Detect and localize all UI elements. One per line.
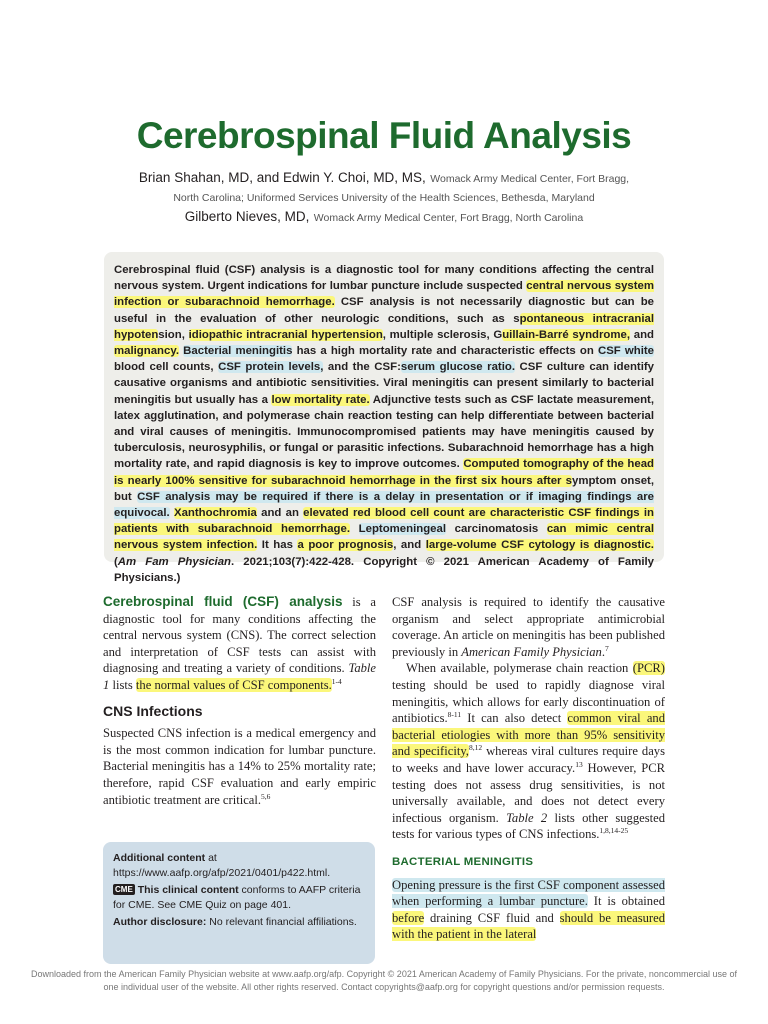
abstract-text: sion, (158, 328, 189, 341)
abstract-text: , multiple sclerosis, G (382, 328, 503, 341)
body-text: CSF analysis is required to identify the causative organism and select appropriate antimicrobial coverage. An article on meningitis has been published previously in (392, 595, 665, 659)
body-text: draining CSF fluid and (424, 910, 560, 925)
body-highlight: common viral and bacterial etiologies with more than 95% sensitivity and specificity, (392, 711, 666, 759)
left-column (103, 594, 376, 808)
body-paragraph (392, 877, 665, 943)
abstract-highlight-blue: CSF protein levels, (218, 361, 324, 374)
citation-sup: 1,8,14-25 (599, 826, 629, 836)
body-text: . (601, 644, 606, 659)
body-text: However, PCR testing does not assess drug sensitivities, is not universally available, and does not detect every infectious organism. (392, 760, 665, 825)
intro-paragraph (103, 594, 376, 694)
abstract-text: Adjunctive tests such as CSF lactate measurement, latex agglutination, and polymerase chain reaction testing can help differentiate between bacterial and viral causes of meningitis. Immunocompromised patients may have meningitis caused by tuberculosis, neurosyphilis, or fungal or parasitic infections. Subarachnoid hemorrhage has a high mortality rate, and rapid diagnosis is key to improve outcomes. (114, 393, 654, 471)
abstract-text: CSF culture can identify causative organisms and antibiotic sensitivities. Viral meningitis can present similarly to bacterial meningitis but usually has a (114, 361, 655, 406)
author-names: Brian Shahan, MD, and Edwin Y. Choi, MD, MS, (138, 170, 426, 185)
abstract-box (104, 252, 664, 584)
body-text: whereas viral cultures require days to weeks and have lower accuracy. (392, 744, 665, 775)
abstract-text: Cerebrospinal fluid (CSF) analysis is a diagnostic tool for many conditions affecting the central nervous system. Urgent indications for lumbar puncture include suspected (114, 264, 654, 293)
abstract-text: blood cell counts, (114, 361, 219, 374)
citation-sup: 8,12 (468, 743, 483, 753)
author-names: Gilberto Nieves, MD, (184, 209, 310, 224)
section-heading-cns: CNS Infections (103, 702, 203, 719)
citation-sup: 7 (605, 643, 609, 653)
copyright-footer: Downloaded from the American Family Physician website at www.aafp.org/afp. Copyright © 2021 American Academy of Family Physicians. For the private, noncommercial use of one individual user of the website. All other rights reserved. Contact copyrights@aafp.org for copyright questions and/or permission requests. (31, 969, 737, 992)
abstract-text: ( (114, 555, 118, 568)
abstract-highlight-blue: Leptomeningeal (358, 523, 446, 536)
abstract-highlight: large-volume CSF cytology is diagnostic. (425, 539, 654, 552)
abstract-text (350, 523, 359, 535)
abstract-text: has a high mortality rate and characteristic effects on (292, 345, 598, 358)
abstract-text: It has (257, 539, 298, 552)
body-text: It is obtained (587, 894, 665, 909)
abstract-text: carcinomatosis (446, 523, 547, 536)
abstract-text: CSF analysis is not necessarily diagnostic but can be useful in the evaluation of other neurologic conditions, such as s (114, 296, 654, 325)
abstract-text: and an (256, 507, 304, 520)
body-text: is a diagnostic tool for many conditions affecting the central nervous system (CNS). The correct selection and interpretation of CSF tests can assist with diagnosing and treating a variety of conditions. (103, 595, 376, 676)
body-highlight: (PCR) (632, 661, 665, 676)
abstract-text: and the CSF: (323, 361, 401, 374)
cme-icon: CME (115, 885, 133, 895)
citation-sup: 13 (575, 759, 583, 769)
disclosure-note (113, 915, 365, 930)
citation-sup: 1-4 (331, 676, 342, 686)
body-text: lists other suggested tests for various types of CNS infections. (392, 810, 665, 842)
abstract-text: ymptom onset, but (114, 474, 655, 503)
abstract-highlight: central nervous system infection or subarachnoid hemorrhage. (114, 280, 654, 309)
body-paragraph (103, 725, 376, 808)
body-highlight: the normal values of CSF components. (135, 677, 332, 692)
abstract-highlight-blue: Bacterial meningitis (183, 345, 293, 358)
body-highlight-blue: Opening pressure is the first CSF component assessed when performing a lumbar puncture. (392, 877, 665, 909)
abstract-highlight: malignancy. (114, 345, 179, 358)
abstract-citation: . 2021;103(7):422-428. Copyright © 2021 American Academy of Family Physicians.) (114, 555, 654, 584)
additional-content-note (113, 851, 365, 880)
abstract-highlight: Computed tomography of the head is nearly 100% sensitive for subarachnoid hemorrhage in the first six hours after s (114, 458, 654, 487)
table-reference[interactable]: Table 2 (506, 810, 548, 825)
author-line-2: North Carolina; Uniformed Services University of the Health Sciences, Bethesda, Maryland (173, 192, 595, 204)
body-paragraph (392, 660, 665, 843)
lead-in: Cerebrospinal fluid (CSF) analysis (103, 594, 343, 609)
subsection-heading-bacterial-meningitis: BACTERIAL MENINGITIS (392, 855, 534, 868)
note-label: This clinical content (137, 884, 239, 897)
body-highlight: should be measured with the patient in the lateral (392, 910, 665, 942)
note-text: conforms to AAFP criteria for CME. See CME Quiz on page 401. (113, 884, 361, 911)
abstract-text: , and (393, 539, 426, 552)
content-link[interactable]: at https://www.aafp.org/afp/2021/0401/p422.html. (113, 852, 331, 879)
body-highlight: before (392, 910, 425, 925)
body-paragraph (392, 594, 665, 660)
body-text: It can also detect (461, 711, 568, 726)
note-label: Author disclosure: (113, 916, 207, 929)
body-text: Suspected CNS infection is a medical emergency and is the most common indication for lumbar puncture. Bacterial meningitis has a 14% to 25% mortality rate; therefore, rapid CSF evaluation and early empiric antibiotic treatment are critical. (103, 726, 376, 807)
journal-name: Am Fam Physician (117, 555, 231, 568)
body-text: When available, polymerase chain reaction (406, 661, 633, 676)
abstract-highlight: elevated red blood cell count are characteristic CSF findings in patients with subarachnoid hemorrhage. (114, 507, 654, 536)
abstract-highlight-blue: CSF white (597, 345, 655, 358)
abstract-highlight: idiopathic intracranial hypertension (188, 328, 383, 341)
author-block (80, 168, 688, 228)
note-text: No relevant financial affiliations. (206, 916, 357, 929)
table-reference[interactable]: Table 1 (103, 661, 376, 692)
abstract-highlight: Xanthochromia (173, 507, 257, 520)
abstract-highlight: a poor prognosis (297, 539, 394, 552)
author-line-1 (80, 168, 688, 189)
info-box (103, 842, 375, 964)
page-title: Cerebrospinal Fluid Analysis (136, 115, 632, 156)
abstract-highlight-blue: CSF analysis may be required if there is a delay in presentation or if imaging findings are equivocal. (114, 490, 654, 520)
abstract-highlight-blue: serum glucose ratio. (400, 361, 516, 374)
journal-name: American Family Physician (461, 644, 602, 659)
abstract-highlight: uillain-Barré syndrome, (502, 328, 631, 341)
body-text: lists (109, 677, 136, 692)
abstract-highlight: pontaneous intracranial hypoten (114, 312, 654, 341)
cme-note (113, 883, 365, 912)
author-affiliation: Womack Army Medical Center, Fort Bragg, (430, 173, 630, 185)
author-affiliation: Womack Army Medical Center, Fort Bragg, North Carolina (313, 212, 584, 224)
abstract-text: and (630, 328, 654, 341)
abstract-highlight: low mortality rate. (271, 393, 370, 406)
right-column (392, 594, 665, 943)
note-label: Additional content (113, 852, 206, 864)
abstract-highlight: can mimic central nervous system infection. (114, 523, 654, 552)
citation-sup: 8-11 (447, 709, 462, 719)
citation-sup: 5,6 (261, 791, 271, 801)
author-line-3 (80, 207, 688, 228)
body-text: testing should be used to rapidly diagnose viral meningitis, which allows for early discontinuation of antibiotics. (392, 677, 665, 726)
